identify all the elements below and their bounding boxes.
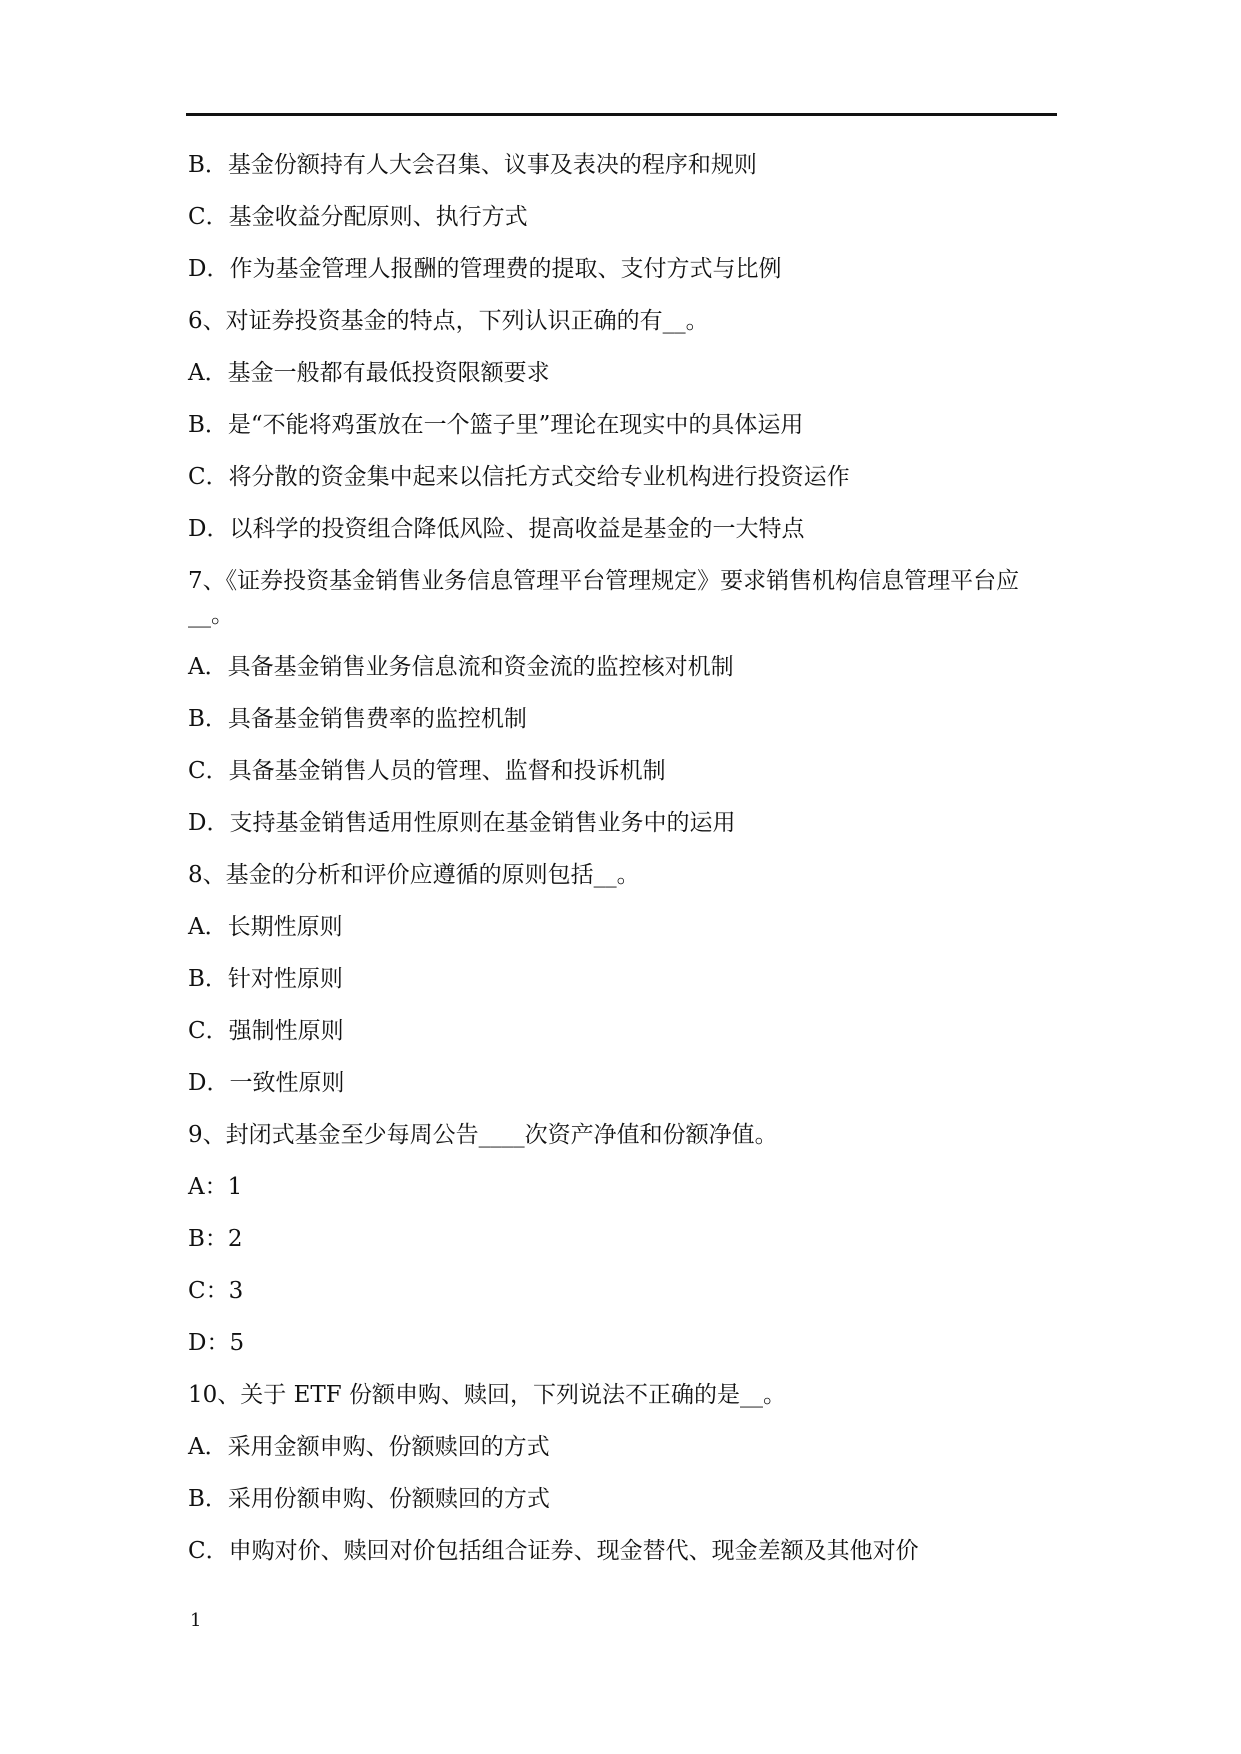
option-line: D．一致性原则 xyxy=(188,1070,345,1096)
option-line: B．是“不能将鸡蛋放在一个篮子里”理论在现实中的具体运用 xyxy=(188,412,804,438)
option-line: A．采用金额申购、份额赎回的方式 xyxy=(188,1434,550,1460)
option-line: D．支持基金销售适用性原则在基金销售业务中的运用 xyxy=(188,810,736,836)
option-line: A．长期性原则 xyxy=(188,914,343,940)
option-line: B．基金份额持有人大会召集、议事及表决的程序和规则 xyxy=(188,152,757,178)
option-line: A．基金一般都有最低投资限额要求 xyxy=(188,360,550,386)
question-line: 10、关于 ETF 份额申购、赎回，下列说法不正确的是__。 xyxy=(188,1382,786,1408)
option-line: B：2 xyxy=(188,1226,243,1252)
option-line: B．针对性原则 xyxy=(188,966,343,992)
question-line: 9、封闭式基金至少每周公告____次资产净值和份额净值。 xyxy=(188,1122,778,1148)
option-line: B．采用份额申购、份额赎回的方式 xyxy=(188,1486,550,1512)
option-line: C．申购对价、赎回对价包括组合证券、现金替代、现金差额及其他对价 xyxy=(188,1538,919,1564)
option-line: C．将分散的资金集中起来以信托方式交给专业机构进行投资运作 xyxy=(188,464,850,490)
option-line: C．基金收益分配原则、执行方式 xyxy=(188,204,528,230)
question-line: 8、基金的分析和评价应遵循的原则包括__。 xyxy=(188,862,640,888)
option-line: D：5 xyxy=(188,1330,245,1356)
question-line: 6、对证券投资基金的特点，下列认识正确的有__。 xyxy=(188,308,709,334)
option-line: D．作为基金管理人报酬的管理费的提取、支付方式与比例 xyxy=(188,256,782,282)
page-number: 1 xyxy=(190,1610,202,1631)
option-line: C．具备基金销售人员的管理、监督和投诉机制 xyxy=(188,758,666,784)
document-body xyxy=(188,148,1058,1586)
option-line: A．具备基金销售业务信息流和资金流的监控核对机制 xyxy=(188,654,734,680)
option-line: A：1 xyxy=(188,1174,243,1200)
option-line: D．以科学的投资组合降低风险、提高收益是基金的一大特点 xyxy=(188,516,805,542)
option-line: C．强制性原则 xyxy=(188,1018,344,1044)
option-line: C：3 xyxy=(188,1278,244,1304)
option-line: B．具备基金销售费率的监控机制 xyxy=(188,706,527,732)
question-line: 7、《证券投资基金销售业务信息管理平台管理规定》要求销售机构信息管理平台应__。 xyxy=(188,568,1020,628)
header-rule xyxy=(186,113,1057,116)
